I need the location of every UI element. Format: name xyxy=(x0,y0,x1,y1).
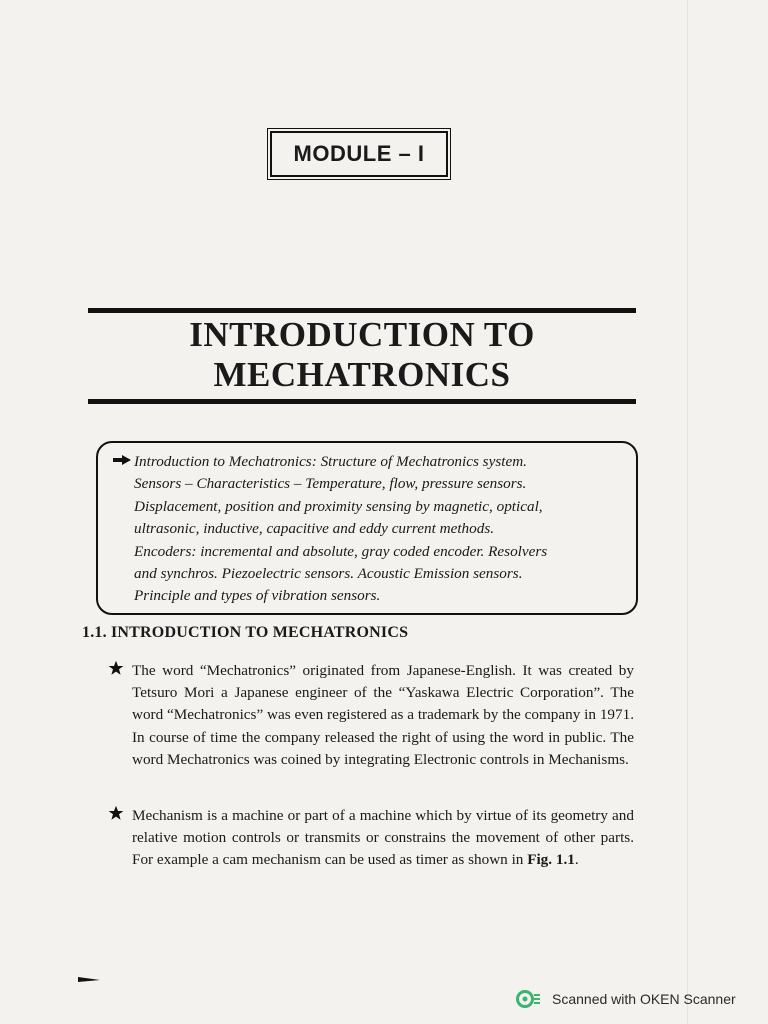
syllabus-line: Principle and types of vibration sensors. xyxy=(134,587,381,605)
bullet-paragraph: The word “Mechatronics” originated from Japanese-English. It was created by Tetsuro Mori a Japanese engineer of the “Yaskawa Electric Corporation”. The word “Mechatronics” was even registered as a trademark by the company in 1971. In course of time the company released the right of using the word in public. The word Mechatronics was coined by integrating Electronic controls in Mechanisms. xyxy=(132,662,634,768)
syllabus-box xyxy=(96,441,638,615)
syllabus-line: Sensors – Characteristics – Temperature, flow, pressure sensors. xyxy=(134,475,527,493)
syllabus-line: and synchros. Piezoelectric sensors. Acoustic Emission sensors. xyxy=(134,565,523,583)
figure-reference: Fig. 1.1 xyxy=(527,851,575,869)
scanner-badge-text: Scanned with OKEN Scanner xyxy=(552,991,736,1007)
syllabus-line: Encoders: incremental and absolute, gray coded encoder. Resolvers xyxy=(134,542,548,560)
module-label: MODULE – I xyxy=(270,131,448,177)
scanner-badge xyxy=(516,989,736,1009)
arrow-mark-icon xyxy=(78,974,108,984)
oken-scanner-logo-icon xyxy=(516,989,542,1009)
section-heading: 1.1. INTRODUCTION TO MECHATRONICS xyxy=(82,624,409,641)
star-icon xyxy=(108,805,124,821)
bullet-text-end: . xyxy=(574,851,579,869)
title-rule-bottom xyxy=(88,399,636,404)
syllabus-line: Introduction to Mechatronics: Structure of Mechatronics system. xyxy=(134,453,527,470)
pointing-hand-icon xyxy=(112,452,132,468)
chapter-title-line2: MECHATRONICS xyxy=(213,355,511,394)
bullet-paragraph xyxy=(132,805,634,872)
chapter-title xyxy=(88,315,636,395)
syllabus-line: Displacement, position and proximity sensing by magnetic, optical, xyxy=(134,497,543,515)
bullet-text: Mechanism is a machine or part of a machine which by virtue of its geometry and relative motion controls or transmits or constrains the movement of other parts. For example a cam mechanism can be used as timer as shown in xyxy=(132,807,634,869)
page-edge xyxy=(687,0,688,1024)
star-icon xyxy=(108,660,124,676)
syllabus-line: ultrasonic, inductive, capacitive and eddy current methods. xyxy=(134,520,495,538)
title-rule-top xyxy=(88,308,636,313)
chapter-title-line1: INTRODUCTION TO xyxy=(189,315,535,354)
